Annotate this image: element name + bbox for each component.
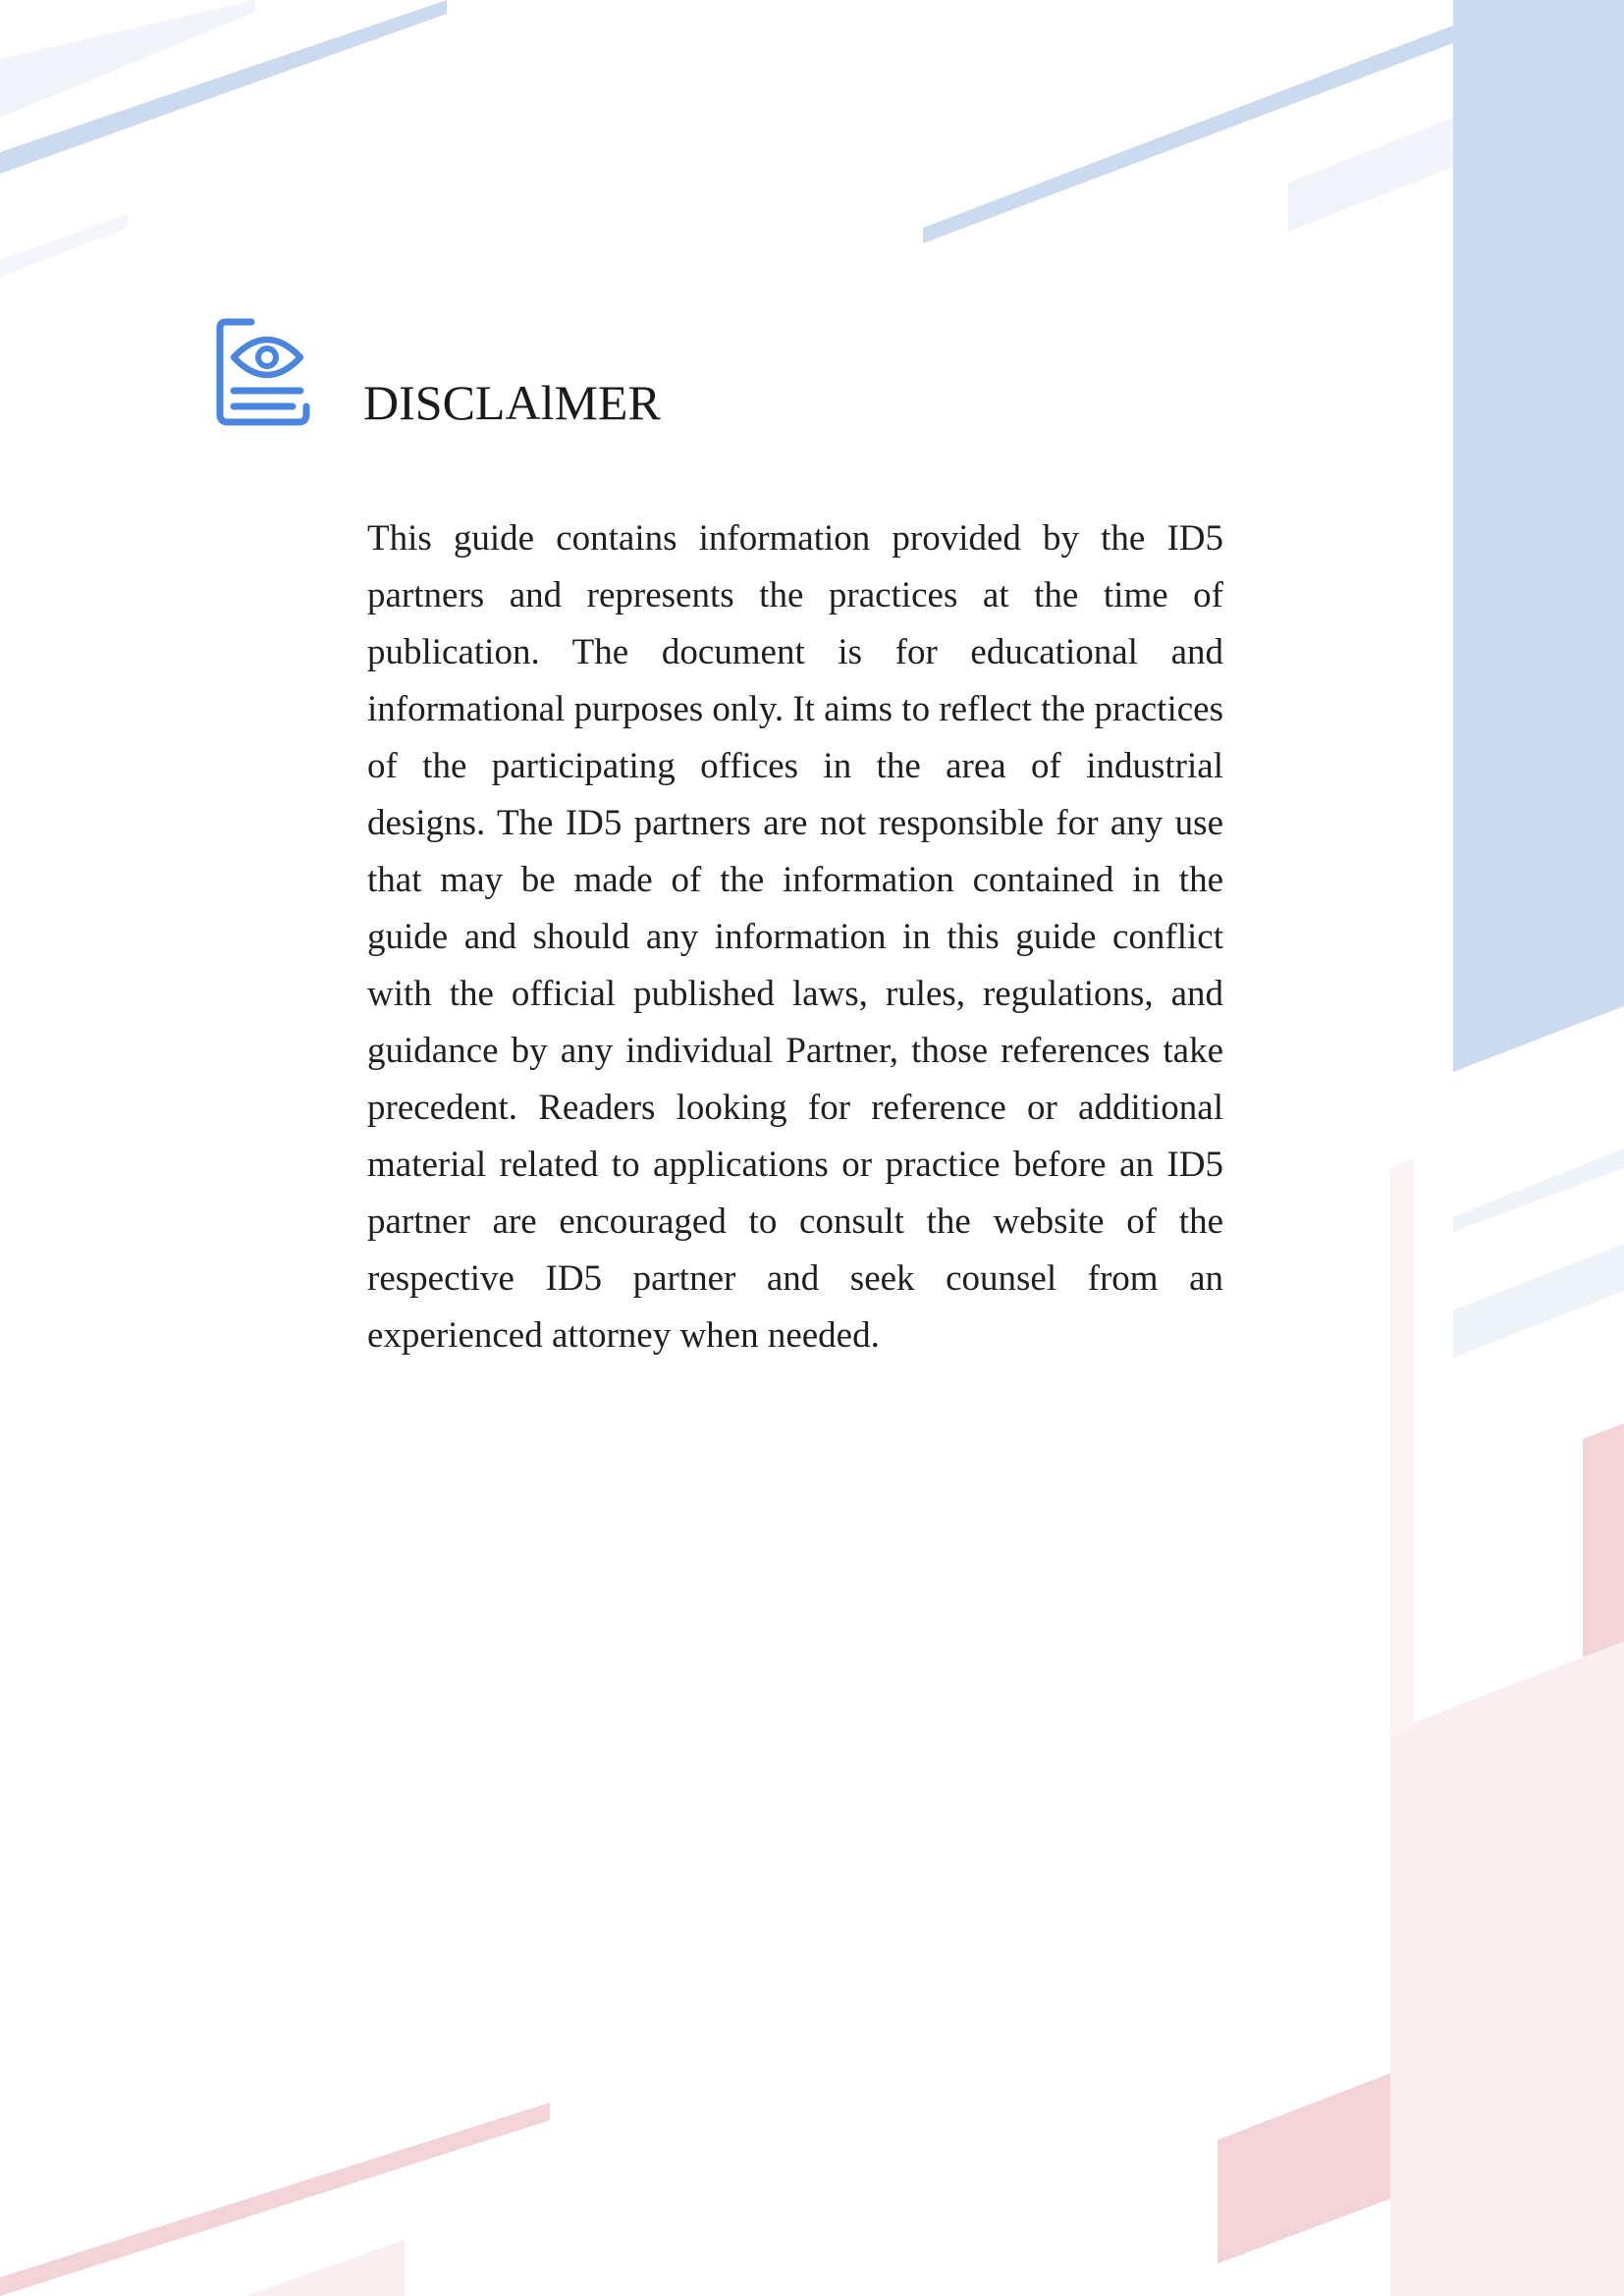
decor-panel-right-pink-faint [1390, 1158, 1414, 1737]
decor-stripe-top-right [923, 26, 1453, 243]
decor-stripe-top-left-light [0, 0, 255, 118]
decor-stripe-bottom-left-light [245, 2240, 405, 2296]
decor-stripe-top-right-light [1288, 118, 1453, 232]
decor-stripe-bottom-left [0, 2103, 550, 2296]
decor-panel-right-blue [1453, 0, 1624, 1072]
decor-panel-right-pink [1583, 1423, 1624, 1669]
decor-stripe-right-faint-2 [1453, 1244, 1624, 1358]
decor-panel-right-pink-light [1390, 1641, 1624, 2296]
document-eye-icon [214, 314, 312, 428]
decor-stripe-bottom-right [1218, 2073, 1390, 2264]
decor-stripe-right-faint-1 [1453, 1148, 1624, 1232]
disclaimer-body: This guide contains information provided by the ID5 partners and represents the practices at the time of publication. The document is for educational and informational purposes only. It aims to reflect the practices of the participating offices in the area of industrial designs. The ID5 partners are not responsible for any use that may be made of the information contained in the guide and should any information in this guide conflict with the official published laws, rules, regulations, and guidance by any individual Partner, those references take precedent. Readers looking for reference or additional material related to applications or practice before an ID5 partner are encouraged to consult the website of the respective ID5 partner and seek counsel from an experienced attorney when needed. [367, 518, 1223, 1356]
page-title: DISCLAlMER [363, 375, 661, 430]
decor-stripe-top-left-faint [0, 214, 128, 277]
